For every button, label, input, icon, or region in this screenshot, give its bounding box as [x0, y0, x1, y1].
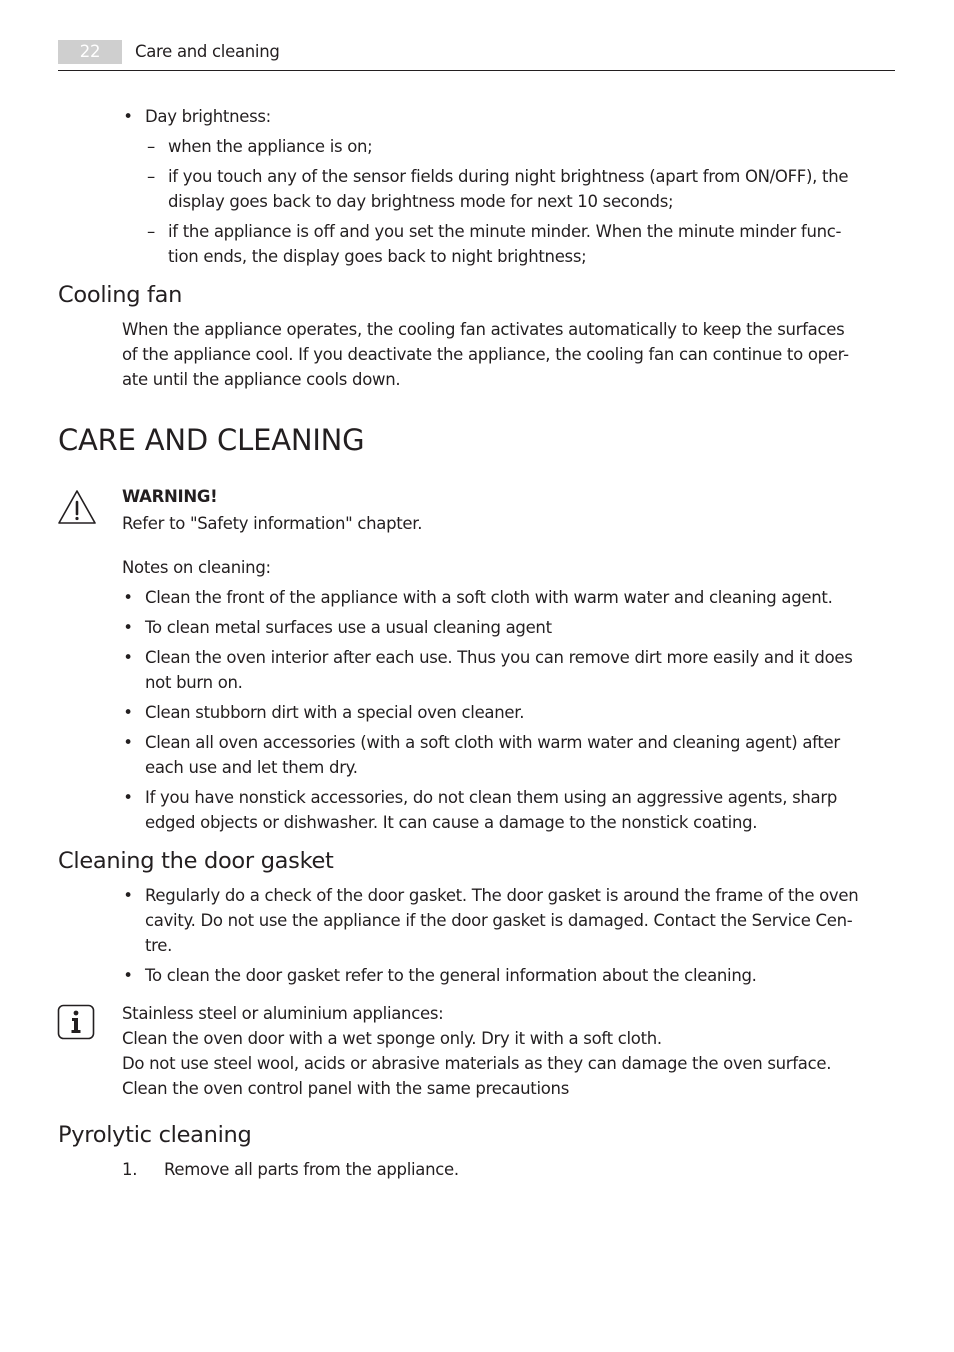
door-gasket-heading: Cleaning the door gasket [58, 848, 334, 874]
day-brightness-item-line: if you touch any of the sensor fields during night brightness (apart from ON/OFF), the [168, 167, 849, 186]
cleaning-note-line: Clean the oven interior after each use. Thus you can remove dirt more easily and it does [145, 648, 853, 667]
info-icon [57, 1004, 95, 1040]
day-brightness-item-line: when the appliance is on; [168, 137, 373, 156]
cooling-fan-text-line: ate until the appliance cools down. [122, 370, 401, 389]
step-text: Remove all parts from the appliance. [164, 1160, 459, 1179]
bullet-marker: • [123, 703, 133, 722]
door-gasket-item-line: tre. [145, 936, 173, 955]
page-number: 22 [58, 40, 122, 64]
step-number: 1. [122, 1160, 138, 1179]
header-section-title: Care and cleaning [135, 42, 280, 61]
day-brightness-item-line: display goes back to day brightness mode for next 10 seconds; [168, 192, 674, 211]
cleaning-note-line: not burn on. [145, 673, 243, 692]
dash-marker: – [147, 222, 155, 241]
pyrolytic-heading: Pyrolytic cleaning [58, 1122, 252, 1148]
cleaning-note-line: edged objects or dishwasher. It can cause a damage to the nonstick coating. [145, 813, 758, 832]
warning-title: WARNING! [122, 487, 218, 506]
dash-marker: – [147, 167, 155, 186]
cleaning-note-line: If you have nonstick accessories, do not clean them using an aggressive agents, sharp [145, 788, 838, 807]
bullet-marker: • [123, 107, 133, 126]
door-gasket-item-line: cavity. Do not use the appliance if the door gasket is damaged. Contact the Service Cen- [145, 911, 853, 930]
day-brightness-label: Day brightness: [145, 107, 271, 126]
cleaning-note-line: Clean stubborn dirt with a special oven cleaner. [145, 703, 525, 722]
cooling-fan-text-line: When the appliance operates, the cooling fan activates automatically to keep the surfaces [122, 320, 845, 339]
bullet-marker: • [123, 966, 133, 985]
door-gasket-item-line: To clean the door gasket refer to the general information about the cleaning. [145, 966, 757, 985]
bullet-marker: • [123, 618, 133, 637]
notes-label: Notes on cleaning: [122, 558, 271, 577]
cleaning-note-line: To clean metal surfaces use a usual cleaning agent [145, 618, 552, 637]
day-brightness-item-line: if the appliance is off and you set the minute minder. When the minute minder func- [168, 222, 842, 241]
info-note-line: Do not use steel wool, acids or abrasive materials as they can damage the oven surface. [122, 1054, 832, 1073]
header-divider [58, 70, 895, 71]
info-note-line: Stainless steel or aluminium appliances: [122, 1004, 444, 1023]
dash-marker: – [147, 137, 155, 156]
bullet-marker: • [123, 788, 133, 807]
bullet-marker: • [123, 588, 133, 607]
cooling-fan-heading: Cooling fan [58, 282, 183, 308]
bullet-marker: • [123, 733, 133, 752]
warning-triangle-icon [57, 489, 97, 525]
info-note-line: Clean the oven control panel with the same precautions [122, 1079, 570, 1098]
door-gasket-item-line: Regularly do a check of the door gasket. The door gasket is around the frame of the oven [145, 886, 859, 905]
info-note-line: Clean the oven door with a wet sponge only. Dry it with a soft cloth. [122, 1029, 662, 1048]
cleaning-note-line: each use and let them dry. [145, 758, 358, 777]
care-and-cleaning-heading: CARE AND CLEANING [58, 423, 365, 457]
cooling-fan-text-line: of the appliance cool. If you deactivate the appliance, the cooling fan can continue to oper- [122, 345, 849, 364]
day-brightness-item-line: tion ends, the display goes back to night brightness; [168, 247, 587, 266]
bullet-marker: • [123, 648, 133, 667]
cleaning-note-line: Clean all oven accessories (with a soft cloth with warm water and cleaning agent) after [145, 733, 840, 752]
cleaning-note-line: Clean the front of the appliance with a soft cloth with warm water and cleaning agent. [145, 588, 833, 607]
bullet-marker: • [123, 886, 133, 905]
warning-text: Refer to "Safety information" chapter. [122, 514, 423, 533]
